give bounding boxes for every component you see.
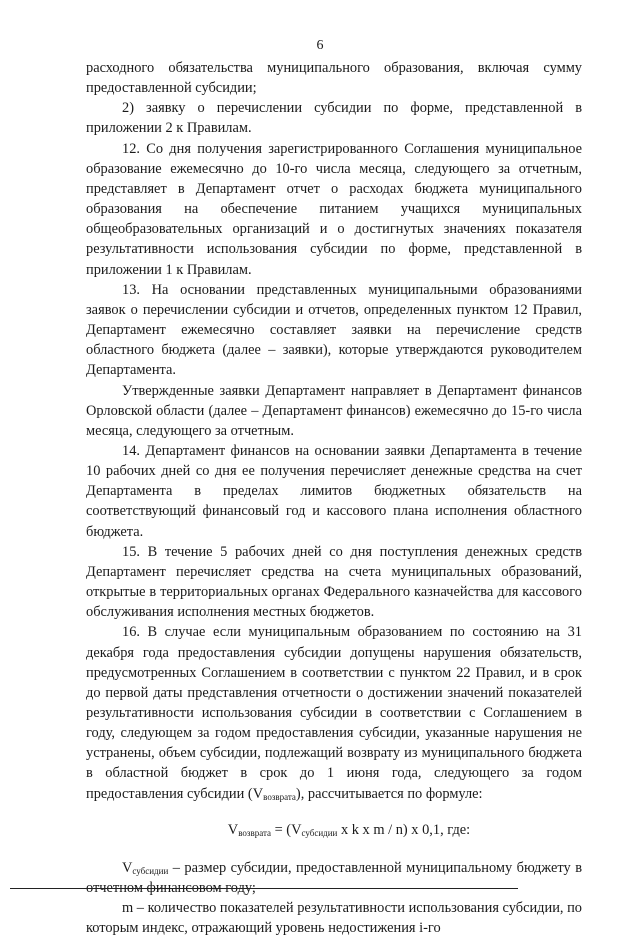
paragraph-16-text: 16. В случае если муниципальным образованием по состоянию на 31 декабря года предоставления субсидии допущены нарушения обязательств, предусмотренных Соглашением в соответствии с пунктом 22 Правил, и в срок до первой даты представления отчетности о достижении значений показателей результативности использования субсидии в соответствии с Соглашением в году, следующем за годом предоставления субсидии, указанные нарушения не устранены, объем субсидии, подлежащий возврату из муниципального бюджета в областной бюджет в срок до 1 июня года, следующего за годом предоставления субсидии (V	[86, 624, 582, 802]
footer-rule	[10, 888, 518, 889]
paragraph-16-end: ), рассчитывается по формуле:	[295, 785, 483, 802]
paragraph-12: 12. Со дня получения зарегистрированного Соглашения муниципальное образование ежемесячно до 10-го числа месяца, следующего за отчетным, представляет в Департамент отчет о расходах бюджета муниципального образования на обеспечение питанием учащихся муниципальных общеобразовательных организаций и о достигнутых значениях показателя результативности использования субсидии по форме, представленной в приложении 1 к Правилам.	[86, 140, 582, 278]
definition-m: m – количество показателей результативности использования субсидии, по которым индекс, отражающий уровень недостижения i-го	[86, 900, 582, 937]
paragraph-13-approved: Утвержденные заявки Департамент направляет в Департамент финансов Орловской области (далее – Департамент финансов) ежемесячно до 15-го числа месяца, следующего за отчетным.	[86, 382, 582, 439]
paragraph-continuation: расходного обязательства муниципального образования, включая сумму предоставленной субсидии;	[86, 60, 582, 97]
definition-v-subsidy: $V_{субсидии}$ – размер субсидии, предоставленной муниципальному бюджету в отчетном финансовом году;	[86, 859, 582, 897]
document-body	[86, 58, 582, 939]
formula: $V_{возврата} = (V_{субсидии}$ x k x m / n) x 0,1, где:	[227, 821, 471, 838]
page-number: 6	[316, 38, 324, 53]
paragraph-14: 14. Департамент финансов на основании заявки Департамента в течение 10 рабочих дней со дня ее получения перечисляет денежные средства на счет Департамента в пределах лимитов бюджетных обязательств на соответствующий финансовый год и кассового плана исполнения областного бюджета.	[86, 442, 582, 540]
paragraph-16-subscript: возврата	[263, 791, 296, 802]
paragraph-16	[86, 622, 582, 803]
paragraph-15: 15. В течение 5 рабочих дней со дня поступления денежных средств Департамент перечисляет средства на счета муниципальных образований, открытые в территориальных органах Федерального казначейства для кассового обслуживания исполнения местных бюджетов.	[86, 543, 582, 621]
paragraph-item-2: 2) заявку о перечислении субсидии по форме, представленной в приложении 2 к Правилам.	[86, 100, 582, 137]
paragraph-13: 13. На основании представленных муниципальными образованиями заявок о перечислении субсидии и отчетов, определенных пунктом 12 Правил, Департамент ежемесячно составляет заявки на перечисление средств областного бюджета (далее – заявки), которые утверждаются руководителем Департамента.	[86, 281, 582, 379]
